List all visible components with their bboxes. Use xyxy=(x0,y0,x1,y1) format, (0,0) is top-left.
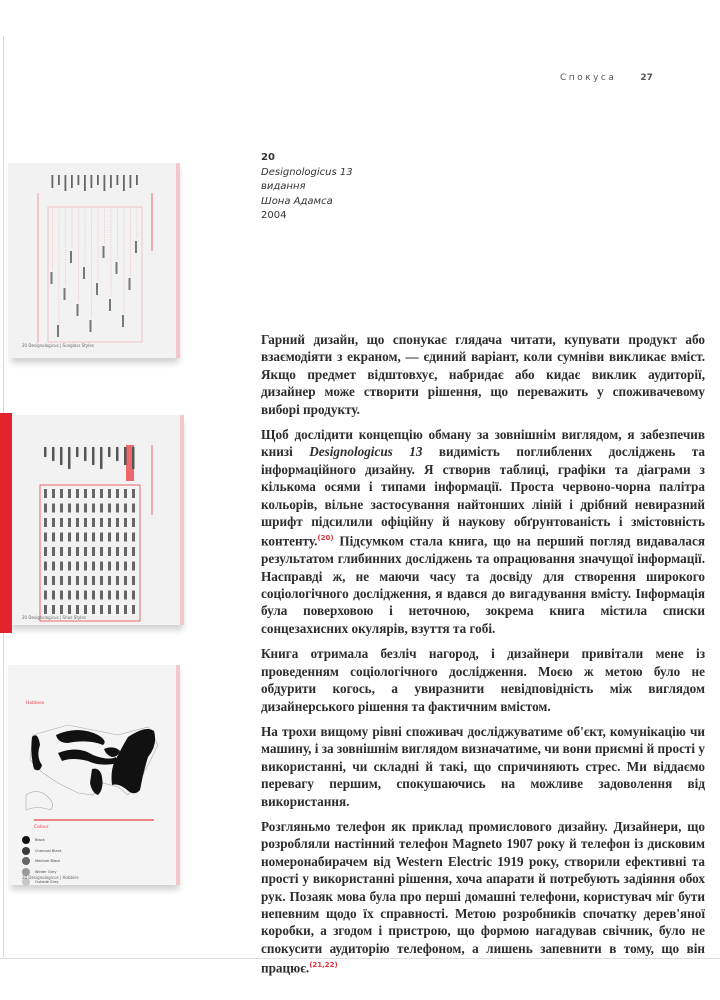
table-cell xyxy=(92,591,95,600)
book-thumbnail-table xyxy=(8,415,180,625)
table-cell xyxy=(124,562,127,571)
list-value xyxy=(90,320,92,332)
list-label xyxy=(110,175,112,188)
row-label xyxy=(124,447,127,465)
list-label xyxy=(123,175,125,191)
table-cell xyxy=(84,547,87,556)
paragraph-text: Розгляньмо телефон як приклад промислового дизайну. Дизайнери, що розробляли настінний телефон Magneto 1907 року й телефон із дисковим номеронабирачем від Western Electric 1919 року, створили ефективні та прості у використанні рішення, хоча апарати й потребують задіяння обох рук. Позаяк мова була про перші домашні телефони, користувач міг бути непевним щодо їх справності. Метою розробників спочатку дерев'яної коробки, а згодом і пристрою, що формою нагадував свічник, було не спокусити аудиторію телефоном, а лишень запевнити в тому, що він працює. xyxy=(261,818,705,976)
table-cell xyxy=(100,533,103,542)
paragraph xyxy=(261,331,705,418)
table-cell xyxy=(108,576,111,585)
table-cell xyxy=(132,518,135,527)
row-label xyxy=(92,447,95,465)
list-label xyxy=(78,175,80,185)
footnote-ref[interactable]: (21,22) xyxy=(309,961,338,970)
table-cell xyxy=(116,518,119,527)
table-cell xyxy=(68,562,71,571)
table-cell xyxy=(76,562,79,571)
list-value xyxy=(64,288,66,300)
table-cell xyxy=(68,605,71,614)
map-region-west xyxy=(31,735,42,770)
table-cell xyxy=(52,504,55,513)
running-head xyxy=(560,73,700,83)
list-value xyxy=(103,246,105,258)
table-cell xyxy=(132,489,135,498)
table-cell xyxy=(100,605,103,614)
row-label xyxy=(84,447,87,461)
table-cell xyxy=(44,489,47,498)
map-region-center xyxy=(104,747,120,757)
table-cell xyxy=(44,518,47,527)
body-text xyxy=(261,331,705,985)
table-cell xyxy=(60,533,63,542)
section-title: Спокуса xyxy=(560,73,617,83)
legend-label: Charcoal Black xyxy=(35,848,62,853)
table-cell xyxy=(52,489,55,498)
book3-footer: 20 Designologicus | Hobbies xyxy=(22,875,79,880)
table-cell xyxy=(76,518,79,527)
list-value xyxy=(135,241,137,253)
paragraph xyxy=(261,818,705,977)
map-alaska xyxy=(26,791,53,810)
map-title: Hobbies xyxy=(26,701,45,706)
table-cell xyxy=(52,533,55,542)
list-value xyxy=(116,262,118,274)
table-cell xyxy=(60,562,63,571)
table-cell xyxy=(52,605,55,614)
table-cell xyxy=(100,518,103,527)
table-cell xyxy=(68,576,71,585)
table-cell xyxy=(92,518,95,527)
list-label xyxy=(71,175,73,188)
list-label xyxy=(97,175,99,185)
table-cell xyxy=(68,533,71,542)
table-cell xyxy=(68,547,71,556)
table-cell xyxy=(100,562,103,571)
table-cell xyxy=(52,591,55,600)
figure-year: 2004 xyxy=(261,210,287,221)
table-cell xyxy=(124,576,127,585)
table-cell xyxy=(60,518,63,527)
row-label xyxy=(108,447,111,457)
list-value xyxy=(51,272,53,284)
table-cell xyxy=(44,576,47,585)
legend-label: Outside Grey xyxy=(35,880,59,885)
table-cell xyxy=(132,504,135,513)
table-cell xyxy=(100,576,103,585)
page-edge-pink xyxy=(176,163,180,358)
legend-swatch xyxy=(22,857,30,865)
table-cell xyxy=(116,547,119,556)
table-cell xyxy=(92,576,95,585)
book-thumbnail-sunglasses xyxy=(8,163,176,358)
sunglasses-chart xyxy=(8,163,176,358)
legend-label: Black xyxy=(35,838,45,843)
list-frame xyxy=(48,207,142,342)
map-region-texas xyxy=(90,769,103,795)
row-label xyxy=(132,447,135,469)
table-cell xyxy=(124,591,127,600)
legend-label: Medium Black xyxy=(35,859,61,864)
paragraph-text: Книга отримала безліч нагород, і дизайнери привітали мене із проведенням соціологічного дослідження. Моєю ж метою було не обдурити когось, а увиразнити невідповідність між виглядом дизайнерського рішення та фактичним вмістом. xyxy=(261,646,705,714)
figure-caption xyxy=(261,151,353,224)
table-cell xyxy=(92,605,95,614)
table-cell xyxy=(92,562,95,571)
list-value xyxy=(77,304,79,316)
table-cell xyxy=(60,489,63,498)
table-cell xyxy=(68,489,71,498)
table-cell xyxy=(108,518,111,527)
table-cell xyxy=(84,518,87,527)
paragraph xyxy=(261,645,705,715)
page-edge-pink xyxy=(176,665,180,885)
legend-label: Winter Grey xyxy=(35,869,57,874)
table-cell xyxy=(116,504,119,513)
vertical-list xyxy=(38,175,152,343)
table-cell xyxy=(60,591,63,600)
table-cell xyxy=(108,533,111,542)
table-cell xyxy=(44,533,47,542)
table-cell xyxy=(44,547,47,556)
list-label xyxy=(104,175,106,191)
table-cell xyxy=(44,504,47,513)
map-region-east xyxy=(112,729,156,793)
table-cell xyxy=(68,518,71,527)
table-cell xyxy=(76,576,79,585)
paragraph-text: видимість поглиблених досліджень та інформаційного дизайну. Я створив таблиці, графіки та діаграми з кількома осями і типами інформації. Проста червоно-чорна палітра кольорів, вільне застосування найтонших ліній і дрібний невиразний шрифт підсилили офіційну й наукову обґрунтованість і змістовність контенту. xyxy=(261,444,706,549)
table-cell xyxy=(132,591,135,600)
table-cell xyxy=(132,547,135,556)
table-cell xyxy=(60,576,63,585)
table-cell xyxy=(84,504,87,513)
table-cell xyxy=(100,591,103,600)
table-cell xyxy=(84,533,87,542)
row-labels xyxy=(44,447,135,469)
table-cell xyxy=(44,605,47,614)
table-cell xyxy=(108,605,111,614)
legend-item xyxy=(22,846,62,857)
row-label xyxy=(68,447,71,469)
table-cell xyxy=(124,533,127,542)
figure-edition: видання xyxy=(261,181,306,192)
list-label xyxy=(136,175,138,185)
table-cell xyxy=(132,562,135,571)
paragraph-text: Щоб дослідити концепцію обману за зовнішнім виглядом, я забезпечив книзі xyxy=(261,427,705,460)
table-cell xyxy=(84,562,87,571)
table-cell xyxy=(44,591,47,600)
list-value xyxy=(122,315,124,327)
footnote-ref[interactable]: (20) xyxy=(317,534,334,543)
table-cell xyxy=(100,504,103,513)
row-label xyxy=(76,447,79,457)
book1-footer: 20 Designologicus | Sunglass Styles xyxy=(22,343,94,348)
book2-footer: 20 Designologicus | Shoe Styles xyxy=(22,615,86,620)
table-cell xyxy=(108,547,111,556)
legend-swatch xyxy=(22,847,30,855)
table-cell xyxy=(116,562,119,571)
list-label xyxy=(58,175,60,185)
table-cell xyxy=(132,576,135,585)
list-label xyxy=(117,175,119,185)
figure-title: Designologicus 13 xyxy=(261,166,353,178)
table-cell xyxy=(116,605,119,614)
table-cell xyxy=(116,576,119,585)
table-cell xyxy=(84,489,87,498)
table-cell xyxy=(124,518,127,527)
row-label xyxy=(44,447,47,457)
table-cell xyxy=(84,576,87,585)
table-cell xyxy=(116,489,119,498)
list-label xyxy=(91,175,93,188)
figure-number: 20 xyxy=(261,152,275,163)
legend-title: Colour xyxy=(34,825,49,830)
table-cell xyxy=(92,489,95,498)
table-cell xyxy=(52,518,55,527)
table-cell xyxy=(132,605,135,614)
table-cell xyxy=(52,576,55,585)
table-cell xyxy=(100,489,103,498)
shoe-table xyxy=(8,415,180,625)
table-cell xyxy=(124,489,127,498)
table-cell xyxy=(132,533,135,542)
page-edge-pink xyxy=(180,415,184,625)
paragraph-text: Підсумком стала книга, що на перший погляд видавалася результатом глибинних досліджень та опрацювання значущої інформації. Насправді ж, не маючи часу та досвіду для створення широкого соціологічного дослідження, я вдався до вигадування вмісту. Інформація була поверховою і неточною, зокрема книга містила списки сонцезахисних окулярів, взуття та гобі. xyxy=(261,533,705,636)
table-cell xyxy=(84,605,87,614)
paragraph-text: Гарний дизайн, що спонукає глядача читати, купувати продукт або взаємодіяти з екраном, — єдиний варіант, коли сумніви викликає вміст. Якщо предмет відштовхує, набридає або кидає виклик аудиторії, дизайнер може створити рішення, що переважить у споживачевому виборі продукту. xyxy=(261,332,705,417)
page-number: 27 xyxy=(640,73,653,83)
table-cell xyxy=(52,562,55,571)
list-value xyxy=(83,267,85,279)
table-cell xyxy=(52,547,55,556)
table-cell xyxy=(60,504,63,513)
list-value xyxy=(96,283,98,295)
map-region-band1 xyxy=(56,730,105,745)
table-cell xyxy=(116,591,119,600)
table-cell xyxy=(92,533,95,542)
table-cells xyxy=(44,489,135,614)
table-cell xyxy=(124,504,127,513)
book-thumbnail-map xyxy=(8,665,176,885)
table-cell xyxy=(60,605,63,614)
table-cell xyxy=(116,533,119,542)
table-cell xyxy=(68,504,71,513)
table-cell xyxy=(92,504,95,513)
row-label xyxy=(116,447,119,461)
list-label xyxy=(84,175,86,191)
list-value xyxy=(109,299,111,311)
table-cell xyxy=(124,547,127,556)
table-cell xyxy=(108,504,111,513)
table-cell xyxy=(76,533,79,542)
row-label xyxy=(100,447,103,469)
figure-author: Шона Адамса xyxy=(261,195,333,207)
row-label xyxy=(52,447,55,461)
table-cell xyxy=(68,591,71,600)
legend-swatch xyxy=(22,836,30,844)
legend-item xyxy=(22,835,62,846)
table-cell xyxy=(44,562,47,571)
table-cell xyxy=(76,605,79,614)
list-label xyxy=(52,175,54,188)
list-lines xyxy=(51,175,138,337)
table-cell xyxy=(84,591,87,600)
table-cell xyxy=(92,547,95,556)
paragraph xyxy=(261,723,705,810)
table-cell xyxy=(108,489,111,498)
table-cell xyxy=(76,489,79,498)
table-cell xyxy=(124,605,127,614)
list-label xyxy=(130,175,132,188)
table-cell xyxy=(76,504,79,513)
row-label xyxy=(60,447,63,465)
table-cell xyxy=(60,547,63,556)
list-value xyxy=(57,325,59,337)
list-label xyxy=(65,175,67,191)
table-cell xyxy=(100,547,103,556)
paragraph-text: На трохи вищому рівні споживач досліджуватиме об'єкт, комунікацію чи машину, і за зовнішнім виглядом визначатиме, чи вони приємні й прості у використанні, чи складні й такі, що спричиняють стрес. Ми віддаємо перевагу першим, спокушаючись на можливе задоволення від використання. xyxy=(261,723,705,809)
table-cell xyxy=(76,547,79,556)
legend-item xyxy=(22,856,62,867)
list-value xyxy=(129,278,131,290)
table-cell xyxy=(108,591,111,600)
table-cell xyxy=(76,591,79,600)
list-value xyxy=(70,251,72,263)
book-title-italic: Designologicus 13 xyxy=(309,444,423,460)
table-cell xyxy=(108,562,111,571)
paragraph xyxy=(261,426,705,637)
